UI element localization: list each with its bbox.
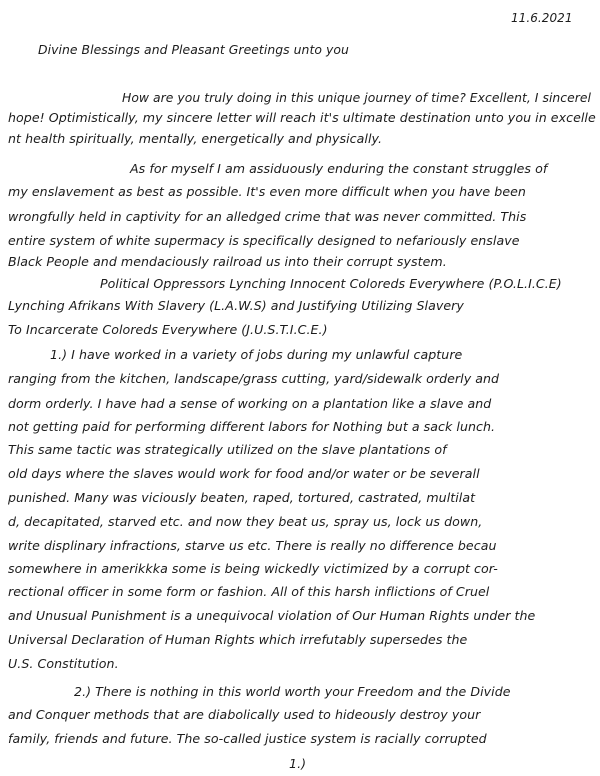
letter-line: Lynching Afrikans With Slavery (L.A.W.S) and Justifying Utilizing Slavery (8, 298, 464, 313)
letter-greeting: Divine Blessings and Pleasant Greetings unto you (38, 42, 349, 57)
letter-line: To Incarcerate Coloreds Everywhere (J.U.S.T.I.C.E.) (8, 322, 328, 337)
letter-line: rectional officer in some form or fashion. All of this harsh inflictions of Cruel (8, 584, 490, 599)
page-number: 1.) (289, 756, 307, 771)
letter-line: and Conquer methods that are diabolically used to hideously destroy your (8, 707, 481, 722)
letter-line: U.S. Constitution. (8, 656, 119, 671)
letter-line: 1.) I have worked in a variety of jobs during my unlawful capture (50, 347, 463, 362)
letter-line: Universal Declaration of Human Rights which irrefutably supersedes the (8, 632, 468, 647)
letter-line: How are you truly doing in this unique journey of time? Excellent, I sincerel (122, 91, 592, 105)
letter-line: old days where the slaves would work for food and/or water or be severall (8, 466, 480, 481)
letter-line: This same tactic was strategically utilized on the slave plantations of (8, 442, 447, 457)
letter-line: Political Oppressors Lynching Innocent Coloreds Everywhere (P.O.L.I.C.E) (100, 276, 562, 291)
letter-line: my enslavement as best as possible. It's even more difficult when you have been (8, 184, 526, 199)
letter-line: family, friends and future. The so-called justice system is racially corrupted (8, 731, 487, 746)
letter-line: write displinary infractions, starve us etc. There is really no difference becau (8, 538, 497, 553)
letter-line: entire system of white supermacy is specifically designed to nefariously enslave (8, 233, 520, 248)
letter-line: Black People and mendaciously railroad us into their corrupt system. (8, 254, 447, 269)
letter-line: d, decapitated, starved etc. and now they beat us, spray us, lock us down, (8, 514, 483, 529)
letter-line: 2.) There is nothing in this world worth your Freedom and the Divide (74, 684, 511, 699)
letter-line: wrongfully held in captivity for an alledged crime that was never committed. This (8, 209, 527, 224)
letter-line: hope! Optimistically, my sincere letter will reach it's ultimate destination unto you in excelle (8, 110, 596, 125)
letter-line: ranging from the kitchen, landscape/grass cutting, yard/sidewalk orderly and (8, 371, 500, 386)
letter-line: As for myself I am assiduously enduring the constant struggles of (130, 161, 548, 176)
letter-line: somewhere in amerikkka some is being wickedly victimized by a corrupt cor- (8, 561, 498, 576)
letter-line: nt health spiritually, mentally, energetically and physically. (8, 131, 383, 146)
letter-line: and Unusual Punishment is a unequivocal violation of Our Human Rights under the (8, 608, 536, 623)
letter-line: not getting paid for performing different labors for Nothing but a sack lunch. (8, 419, 496, 434)
letter-line: punished. Many was viciously beaten, raped, tortured, castrated, multilat (8, 490, 476, 505)
letter-date: 11.6.2021 (511, 11, 573, 25)
letter-line: dorm orderly. I have had a sense of working on a plantation like a slave and (8, 396, 492, 411)
